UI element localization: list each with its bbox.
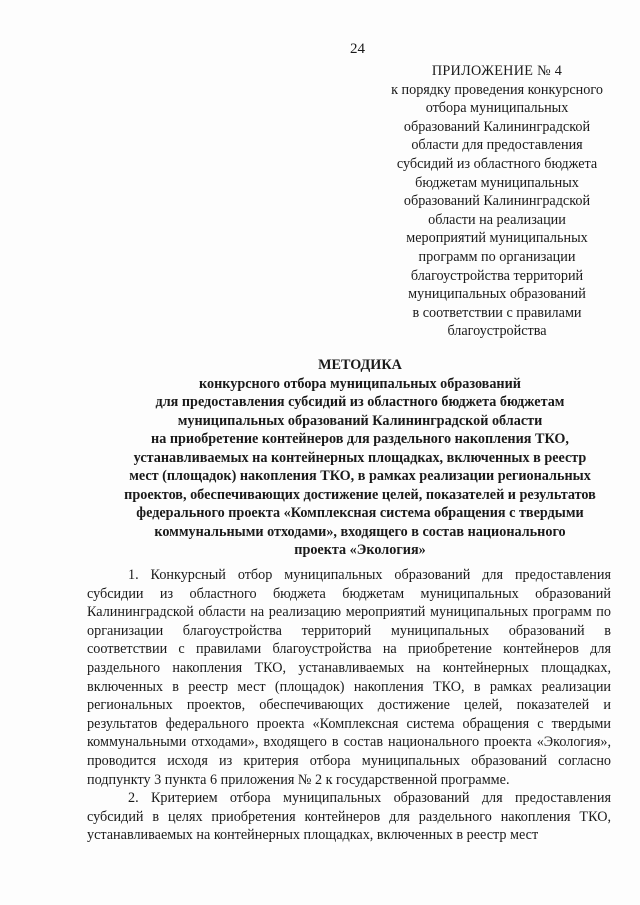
appendix-line: субсидий из областного бюджета — [396, 155, 598, 172]
paragraph-1: 1. Конкурсный отбор муниципальных образований для предоставления субсидии из областного бюджета бюджетам муниципальных образований Калининградской области на реализацию мероприятий муниципальных программ по организации благоустройства территорий муниципальных образований в соответствии с правилами благоустройства на приобретение контейнеров для раздельного накопления ТКО, устанавливаемых на контейнерных площадках, включенных в реестр мест (площадок) накопления ТКО, в рамках реализации региональных проектов, обеспечивающих достижение целей, показателей и результатов федерального проекта «Комплексная система обращения с твердыми коммунальными отходами», входящего в состав национального проекта «Экология», проводится исходя из критерия отбора муниципальных образований согласно подпункту 3 пункта 6 приложения № 2 к государственной программе. — [87, 567, 611, 788]
heading-line: проектов, обеспечивающих достижение целей, показателей и результатов — [124, 486, 596, 503]
heading-line: мест (площадок) накопления ТКО, в рамках реализации региональных — [129, 468, 591, 484]
appendix-line: области для предоставления — [411, 137, 583, 154]
appendix-line: в соответствии с правилами — [412, 304, 582, 321]
appendix-line: благоустройства — [447, 323, 547, 340]
appendix-line: отбора муниципальных — [425, 100, 569, 117]
heading-line: для предоставления субсидий из областного бюджета бюджетам — [155, 394, 565, 410]
appendix-line: мероприятий муниципальных — [406, 230, 588, 247]
appendix-title: ПРИЛОЖЕНИЕ № 4 — [431, 63, 563, 79]
heading-line: коммунальными отходами», входящего в состав национального — [154, 523, 566, 540]
appendix-line: благоустройства территорий — [410, 267, 584, 284]
document-heading — [80, 356, 640, 560]
heading-line: муниципальных образований Калининградской области — [177, 412, 543, 429]
heading-title: МЕТОДИКА — [318, 357, 402, 373]
heading-line: федерального проекта «Комплексная система обращения с твердыми — [136, 505, 584, 521]
appendix-line: муниципальных образований — [408, 286, 586, 303]
body-text — [87, 566, 611, 845]
appendix-line: области на реализации — [428, 211, 566, 228]
heading-line: проекта «Экология» — [294, 542, 426, 558]
appendix-line: образований Калининградской — [403, 193, 591, 210]
page-number: 24 — [350, 41, 365, 57]
heading-line: устанавливаемых на контейнерных площадках, включенных в реестр — [133, 449, 587, 466]
appendix-line: бюджетам муниципальных — [415, 174, 579, 191]
appendix-line: образований Калининградской — [403, 118, 591, 135]
appendix-block — [372, 62, 622, 341]
heading-line: конкурсного отбора муниципальных образований — [199, 375, 521, 392]
appendix-line: программ по организации — [418, 248, 576, 265]
paragraph-2: 2. Критерием отбора муниципальных образований для предоставления субсидий в целях приобретения контейнеров для раздельного накопления ТКО, устанавливаемых на контейнерных площадках, включенных в реестр мест — [87, 790, 611, 844]
appendix-line: к порядку проведения конкурсного — [391, 81, 603, 98]
heading-line: на приобретение контейнеров для раздельного накопления ТКО, — [151, 431, 569, 447]
